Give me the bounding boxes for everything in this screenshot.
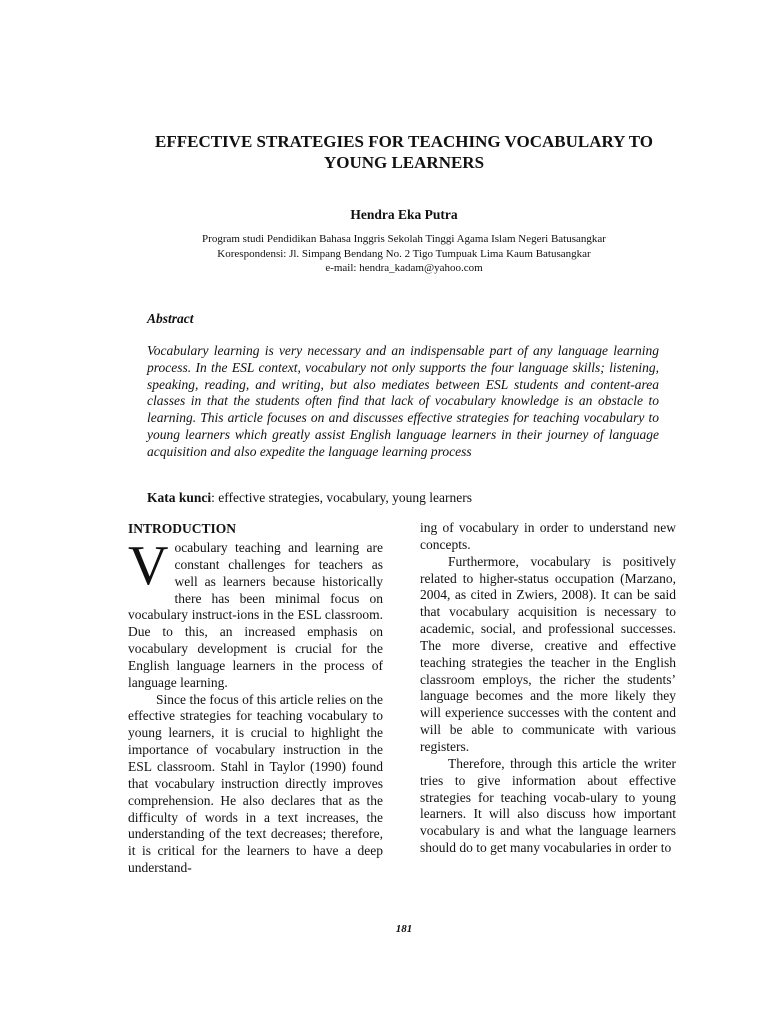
drop-cap: V	[128, 535, 169, 597]
affiliation-block	[0, 232, 768, 276]
affiliation-address: Korespondensi: Jl. Simpang Bendang No. 2 Tigo Tumpuak Lima Kaum Batusangkar	[217, 247, 591, 260]
title-line-1: EFFECTIVE STRATEGIES FOR TEACHING VOCABULARY TO	[155, 132, 653, 151]
page-number: 181	[395, 923, 413, 935]
introduction-heading: INTRODUCTION	[128, 521, 237, 536]
keywords-text: : effective strategies, vocabulary, young learners	[211, 490, 473, 505]
keywords-label: Kata kunci	[147, 490, 212, 505]
left-paragraph-1-text: ocabulary teaching and learning are constant challenges for teachers as well as learners because historically there has been minimal focus on vocabulary instruct-ions in the ESL classroom. Due to this, an increased emphasis on vocabulary development is crucial for the English language learners in the process of language learning.	[128, 540, 383, 690]
left-paragraph-1	[128, 535, 383, 692]
right-column	[420, 520, 676, 857]
right-paragraph-2: Furthermore, vocabulary is positively related to higher-status occupation (Marzano, 2004, as cited in Zwiers, 2008). It can be said that vocabulary acquisition is necessary to academic, social, and professional successes. The more diverse, creative and effective teaching strategies the teacher in the English classroom employs, the richer the students’ language becomes and the more likely they will experience successes with the content and will be able to communicate with various registers.	[420, 553, 676, 754]
abstract-text: Vocabulary learning is very necessary and an indispensable part of any language learning process. In the ESL context, vocabulary not only supports the four language skills; listening, speaking, reading, and writing, but also mediates between ESL students and content-area classes in that the students often find that lack of vocabulary knowledge is an obstacle to learning. This article focuses on and discusses effective strategies for teaching vocabulary to young learners which greatly assist English language learners in their journey of language acquisition and also expedite the language learning process	[147, 343, 659, 459]
title-line-2: YOUNG LEARNERS	[323, 153, 485, 172]
author-name: Hendra Eka Putra	[350, 207, 458, 222]
left-column	[128, 520, 383, 877]
affiliation-program: Program studi Pendidikan Bahasa Inggris Sekolah Tinggi Agama Islam Negeri Batusangkar	[202, 233, 606, 245]
paper-title	[110, 131, 698, 173]
right-paragraph-3: Therefore, through this article the writer tries to give information about effective strategies for teaching vocab-ulary to young learners. It will also discuss how important vocabulary is and what the language learners should do to get many vocabularies in order to	[420, 755, 676, 856]
right-paragraph-1: ing of vocabulary in order to understand new concepts.	[420, 520, 676, 552]
left-paragraph-2: Since the focus of this article relies on the effective strategies for teaching vocabulary to young learners, it is crucial to highlight the importance of vocabulary instruction in the ESL classroom. Stahl in Taylor (1990) found that vocabulary instruction directly improves comprehension. He also declares that as the difficulty of words in a text increases, the understanding of the text decreases; therefore, it is critical for the learners to have a deep understand-	[128, 691, 383, 876]
abstract-heading: Abstract	[147, 311, 194, 326]
keywords	[147, 490, 472, 506]
affiliation-email: e-mail: hendra_kadam@yahoo.com	[325, 262, 483, 274]
